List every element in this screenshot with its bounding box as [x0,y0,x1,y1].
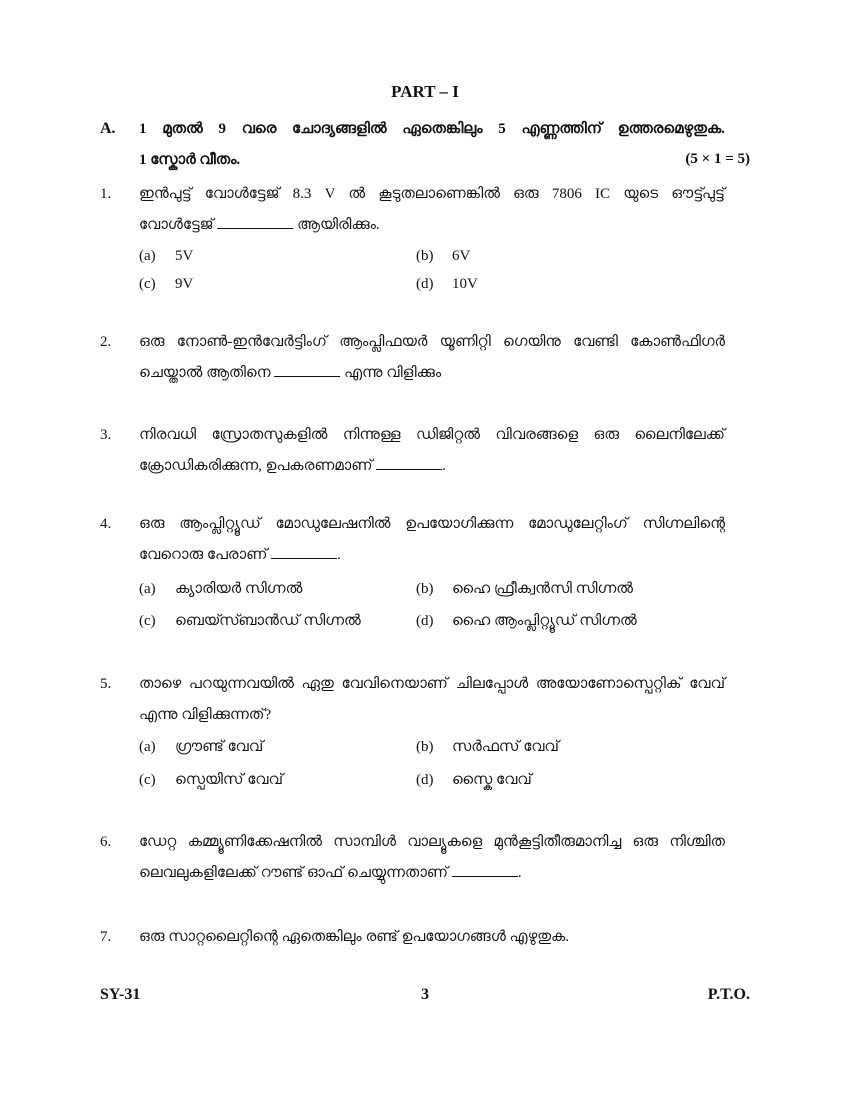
part-title: PART – I [391,82,459,101]
question-text-prefix: വോൾട്ടേജ് [139,217,214,233]
question-number: 1. [100,186,112,202]
marks-allocation: (5 × 1 = 5) [685,151,750,167]
question-text-prefix: ക്രോഡികരിക്കുന്ന, ഉപകരണമാണ് [139,458,373,474]
question-number: 2. [100,334,112,350]
question-text-line1: ഒരു നോൺ-ഇൻവേർട്ടിംഗ് ആംപ്ലിഫയർ യൂണിറ്റി ഗെയിനു വേണ്ടി കോൺഫിഗർ [139,334,725,350]
option-a: (a) ഗ്രൗണ്ട് വേവ് [139,739,264,755]
question-text-line2 [139,356,441,390]
option-a: (a) 5V [139,248,194,264]
section-letter: A. [100,120,116,137]
question-text-prefix: ചെയ്താൽ ആതിനെ [139,365,271,381]
footer-code: SY-31 [100,986,141,1003]
question-number: 5. [100,676,112,692]
question-text-line1: നിരവധി സ്രോതസുകളിൽ നിന്നുള്ള ഡിജിറ്റൽ വിവരങ്ങളെ ഒരു ലൈനിലേക്ക് [139,427,725,443]
question-text-prefix: വേറൊരു പേരാണ് [139,547,268,563]
question-text-line2: എന്നു വിളിക്കുന്നത്? [139,707,272,723]
question-text-suffix: . [517,865,522,881]
option-c: (c) ബെയ്സ്ബാൻഡ് സിഗ്നൽ [139,613,361,629]
answer-blank [452,862,518,877]
score-note: 1 സ്കോർ വീതം. [139,152,241,168]
question-text-prefix: ലെവലുകളിലേക്ക് റൗണ്ട് ഓഫ് ചെയ്യുന്നതാണ് [139,865,449,881]
question-text-suffix: . [337,547,341,563]
option-c: (c) സ്പെയിസ് വേവ് [139,772,283,788]
question-text-line2 [139,449,446,483]
answer-blank [271,544,337,559]
question-number: 7. [100,929,112,945]
question-text-line2 [139,538,341,572]
answer-blank [274,362,340,377]
question-text-line1: ഡേറ്റ കമ്മ്യൂണിക്കേഷനിൽ സാമ്പിൾ വാല്യൂകളെ മുൻകൂട്ടിതീരുമാനിച്ച ഒരു നിശ്ചിത [139,834,725,850]
option-d: (d) സ്കൈ വേവ് [416,772,532,788]
question-text-line2 [139,208,380,242]
question-number: 6. [100,834,112,850]
question-text-line1: താഴെ പറയുന്നവയിൽ ഏതു വേവിനെയാണ് ചിലപ്പോൾ അയോണോസ്പെറ്റിക് വേവ് [139,676,725,692]
answer-blank [376,455,442,470]
question-text-line1: ഇൻപുട്ട് വോൾട്ടേജ് 8.3 V ൽ കൂടുതലാണെങ്കിൽ ഒരു 7806 IC യുടെ ഔട്ട്പുട്ട് [139,186,725,202]
question-text-line2 [139,856,522,890]
option-d: (d) ഹൈ ആംപ്ലിറ്റ്യൂഡ് സിഗ്നൽ [416,613,637,629]
question-text-suffix: ആയിരിക്കും. [297,217,380,233]
option-c: (c) 9V [139,276,194,292]
section-instruction: 1 മുതൽ 9 വരെ ചോദ്യങ്ങളിൽ ഏതെങ്കിലും 5 എണ്ണത്തിന് ഉത്തരമെഴുതുക. [139,121,725,137]
option-b: (b) സർഫസ് വേവ് [416,739,559,755]
option-a: (a) ക്യാരിയർ സിഗ്നൽ [139,581,303,597]
option-d: (d) 10V [416,276,478,292]
pto-label: P.T.O. [707,986,750,1003]
question-text-suffix: എന്നു വിളിക്കും [344,365,442,381]
page-number: 3 [421,986,429,1003]
question-text-line1: ഒരു ആംപ്ലിറ്റ്യൂഡ് മോഡുലേഷനിൽ ഉപയോഗിക്കുന്ന മോഡുലേറ്റിംഗ് സിഗ്നലിന്റെ [139,516,725,532]
question-text-suffix: . [442,458,446,474]
question-text-line1: ഒരു സാറ്റലൈറ്റിന്റെ ഏതെങ്കിലും രണ്ട് ഉപയോഗങ്ങൾ എഴുതുക. [139,929,570,945]
question-number: 4. [100,516,112,532]
answer-blank [217,214,293,229]
option-b: (b) 6V [416,248,471,264]
option-b: (b) ഹൈ ഫ്രീക്വൻസി സിഗ്നൽ [416,581,633,597]
question-number: 3. [100,427,112,443]
